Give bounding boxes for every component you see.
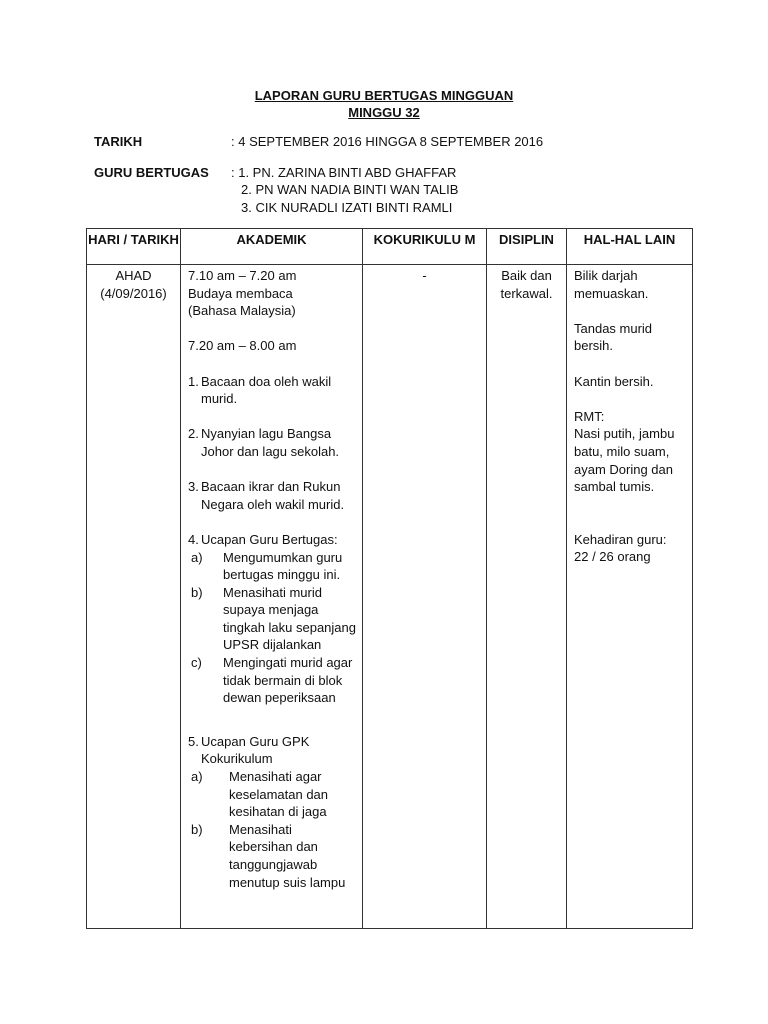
hal-tandas: Tandas murid bersih. xyxy=(574,320,653,354)
sub-item-text: Mengumumkan guru bertugas minggu ini. xyxy=(223,549,343,583)
akademik-item-4a xyxy=(191,549,358,584)
cell-hal-lain xyxy=(567,265,693,929)
kokurikulum-value: - xyxy=(422,268,427,283)
item-number: 2. xyxy=(188,426,199,442)
akademik-item-4 xyxy=(188,531,358,549)
akademik-item-5a xyxy=(191,768,358,821)
report-title: LAPORAN GURU BERTUGAS MINGGUAN xyxy=(254,88,514,103)
hari-date: (4/09/2016) xyxy=(100,285,167,301)
report-week: MINGGU 32 xyxy=(348,105,420,120)
akademik-item-5 xyxy=(188,733,358,768)
sub-item-letter: b) xyxy=(191,584,203,600)
tarikh-value: : 4 SEPTEMBER 2016 HINGGA 8 SEPTEMBER 2016 xyxy=(231,134,544,149)
guru-line-2: 2. PN WAN NADIA BINTI WAN TALIB xyxy=(241,182,459,197)
sub-item-letter: c) xyxy=(191,655,202,671)
sub-item-text: Menasihati agar keselamatan dan kesihatan di jaga xyxy=(229,769,329,820)
akademik-time-2: 7.20 am – 8.00 am xyxy=(188,338,297,354)
hal-rmt-label: RMT: xyxy=(574,408,605,424)
akademik-item-2 xyxy=(188,425,358,460)
akademik-time-1-desc-2: (Bahasa Malaysia) xyxy=(188,303,296,319)
header-akademik: AKADEMIK xyxy=(181,229,363,265)
hal-bilik-darjah: Bilik darjah memuaskan. xyxy=(574,268,649,301)
item-number: 3. xyxy=(188,479,199,495)
sub-item-text: Menasihati kebersihan dan tanggungjawab menutup suis lampu xyxy=(229,821,346,890)
item-number: 5. xyxy=(188,733,199,749)
tarikh-label: TARIKH xyxy=(94,134,143,149)
item-text: Bacaan doa oleh wakil murid. xyxy=(201,373,332,407)
akademik-time-1-desc: Budaya membaca xyxy=(188,285,293,301)
cell-hari xyxy=(87,265,181,929)
hal-rmt-text: Nasi putih, jambu batu, milo suam, ayam Doring dan sambal tumis. xyxy=(574,426,675,495)
akademik-item-5b xyxy=(191,821,358,891)
sub-item-text: Menasihati murid supaya menjaga tingkah laku sepanjang UPSR dijalankan xyxy=(223,584,356,653)
table-row xyxy=(87,265,693,929)
hari-name: AHAD xyxy=(115,268,152,283)
table-header-row xyxy=(87,229,693,265)
duty-report-table xyxy=(86,228,693,929)
sub-item-letter: a) xyxy=(191,549,203,565)
hal-kehadiran-label: Kehadiran guru: xyxy=(574,531,667,547)
item-text: Ucapan Guru Bertugas: xyxy=(201,531,338,547)
sub-item-letter: b) xyxy=(191,821,203,837)
item-number: 1. xyxy=(188,373,199,389)
header-kokurikulum: KOKURIKULU M xyxy=(363,229,487,265)
akademik-time-1: 7.10 am – 7.20 am xyxy=(188,268,297,283)
akademik-item-1 xyxy=(188,373,358,408)
guru-line-1: : 1. PN. ZARINA BINTI ABD GHAFFAR xyxy=(231,165,457,180)
guru-line-3: 3. CIK NURADLI IZATI BINTI RAMLI xyxy=(241,200,453,215)
hal-kehadiran-value: 22 / 26 orang xyxy=(574,549,651,565)
hal-kantin: Kantin bersih. xyxy=(574,373,654,389)
sub-item-letter: a) xyxy=(191,769,203,785)
guru-label: GURU BERTUGAS xyxy=(94,165,209,180)
header-hal-lain: HAL-HAL LAIN xyxy=(567,229,693,265)
disiplin-value: Baik dan terkawal. xyxy=(500,268,553,301)
item-text: Ucapan Guru GPK Kokurikulum xyxy=(201,733,310,767)
akademik-item-4c xyxy=(191,654,358,707)
item-number: 4. xyxy=(188,531,199,547)
header-hari: HARI / TARIKH xyxy=(87,229,181,265)
cell-akademik xyxy=(181,265,363,929)
item-text: Nyanyian lagu Bangsa Johor dan lagu sekolah. xyxy=(201,426,340,459)
cell-kokurikulum xyxy=(363,265,487,929)
cell-disiplin xyxy=(487,265,567,929)
item-text: Bacaan ikrar dan Rukun Negara oleh wakil murid. xyxy=(201,479,345,512)
akademik-item-4b xyxy=(191,584,358,654)
header-disiplin: DISIPLIN xyxy=(487,229,567,265)
sub-item-text: Mengingati murid agar tidak bermain di blok dewan peperiksaan xyxy=(223,655,353,706)
akademik-item-3 xyxy=(188,478,358,513)
